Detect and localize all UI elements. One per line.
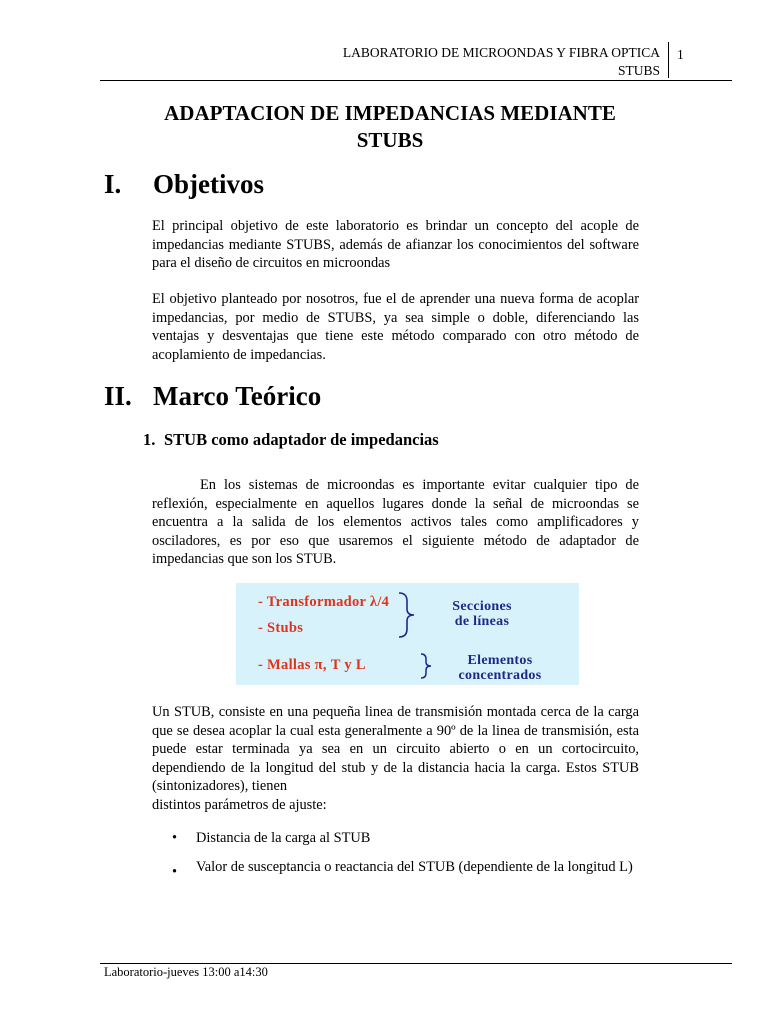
impedance-methods-diagram — [236, 583, 579, 685]
document-title — [100, 100, 680, 154]
header-divider — [100, 80, 732, 81]
objetivos-paragraph-2: El objetivo planteado por nosotros, fue el de aprender una nueva forma de acoplar impedancias, por medio de STUBS, ya sea simple o doble, diferenciando las ventajas y desventajas que tiene este método comparado con otro método de acoplamiento de impedancias. — [152, 291, 639, 363]
diagram-item-stubs: - Stubs — [258, 620, 304, 636]
section-number: I. — [104, 169, 122, 199]
bullet-icon: • — [172, 830, 178, 846]
diagram-item-mallas: - Mallas π, T y L — [258, 657, 366, 673]
brace-icon — [396, 591, 418, 639]
diagram-group-elementos — [440, 653, 560, 683]
list-item-text: Distancia de la carga al STUB — [196, 830, 371, 846]
section-heading-objetivos — [104, 168, 264, 200]
diagram-group-secciones — [436, 599, 528, 629]
subsection-number: 1. — [143, 430, 156, 449]
group-line: concentrados — [458, 668, 542, 683]
section-heading-marco-teorico — [104, 380, 321, 412]
title-line-2: STUBS — [356, 128, 424, 152]
group-line: Elementos — [467, 653, 533, 668]
marco-paragraph-2-last: distintos parámetros de ajuste: — [152, 797, 327, 813]
header-line-2: STUBS — [617, 63, 660, 78]
group-line: de líneas — [454, 614, 510, 629]
list-item-text: Valor de susceptancia o reactancia del STUB (dependiente de la longitud L) — [196, 859, 633, 875]
diagram-item-transformador: - Transformador λ/4 — [258, 594, 390, 610]
running-footer: Laboratorio-jueves 13:00 a14:30 — [104, 965, 268, 979]
list-item — [172, 858, 633, 886]
marco-paragraph-1: En los sistemas de microondas es importante evitar cualquier tipo de reflexión, especialmente en aquellos lugares donde la señal de microondas se encuentra a la salida de los elementos activos tales como amplificadores y osciladores, es por eso que usaremos el siguiente método de adaptador de impedancias que son los STUB. — [152, 477, 639, 568]
header-line-1: LABORATORIO DE MICROONDAS Y FIBRA OPTICA — [342, 45, 660, 60]
running-header — [343, 44, 660, 80]
subsection-heading — [143, 430, 439, 450]
section-number: II. — [104, 381, 132, 411]
marco-paragraph-2: Un STUB, consiste en una pequeña linea de transmisión montada cerca de la carga que se desea acoplar la cual esta generalmente a 90º de la linea de transmisión, esta puede estar terminada ya sea en un circuito abierto o en un cortocircuito, dependiendo de la longitud del stub y de la distancia hacia la carga. Estos STUB (sintonizadores), tienen — [152, 704, 639, 795]
group-line: Secciones — [452, 599, 512, 614]
list-item — [172, 829, 371, 847]
section-title: Objetivos — [153, 169, 264, 199]
page-number: 1 — [668, 42, 684, 78]
bullet-icon: • — [172, 864, 178, 880]
subsection-title: STUB como adaptador de impedancias — [164, 430, 439, 449]
objetivos-paragraph-1: El principal objetivo de este laboratorio es brindar un concepto del acople de impedancias mediante STUBS, además de afianzar los conocimientos del software para el diseño de circuitos en microondas — [152, 218, 639, 272]
brace-icon — [419, 653, 433, 679]
section-title: Marco Teórico — [153, 381, 322, 411]
title-line-1: ADAPTACION DE IMPEDANCIAS MEDIANTE — [164, 101, 616, 125]
